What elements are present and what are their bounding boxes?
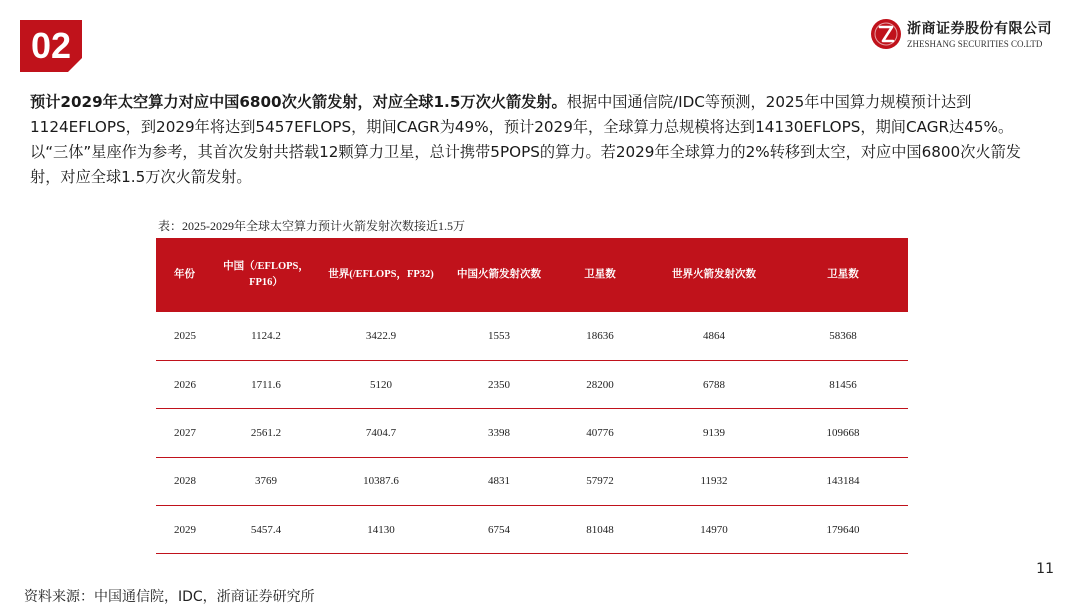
cell-china-compute: 3769 — [255, 475, 277, 488]
cell-world-satellites: 58368 — [829, 329, 857, 342]
cell-world-compute: 14130 — [367, 523, 395, 536]
table-row — [156, 457, 908, 505]
table-row — [156, 506, 908, 554]
cell-china-compute: 5457.4 — [250, 523, 282, 536]
col-header-world-satellites: 卫星数 — [827, 269, 859, 280]
intro-lead: 预计2029年太空算力对应中国6800次火箭发射，对应全球1.5万次火箭发射。 — [30, 93, 567, 111]
section-badge — [20, 20, 82, 72]
table-row — [156, 409, 908, 457]
cell-china-satellites: 81048 — [586, 523, 614, 536]
section-number: 02 — [30, 25, 72, 66]
col-header-china-satellites: 卫星数 — [584, 269, 616, 280]
cell-year: 2025 — [174, 329, 196, 342]
cell-year: 2029 — [174, 523, 196, 536]
table-row — [156, 360, 908, 408]
cell-world-compute: 7404.7 — [365, 426, 397, 439]
cell-china-compute: 1711.6 — [251, 378, 281, 391]
cell-world-launches: 4864 — [703, 329, 725, 342]
cell-world-launches: 14970 — [700, 523, 728, 536]
page-number: 11 — [1036, 561, 1054, 577]
cell-year: 2026 — [174, 378, 196, 391]
cell-world-launches: 9139 — [703, 426, 725, 439]
col-header-china-launches: 中国火箭发射次数 — [457, 269, 541, 280]
table-title: 表：2025-2029年全球太空算力预计火箭发射次数接近1.5万 — [158, 219, 465, 233]
cell-china-launches: 6754 — [488, 523, 510, 536]
col-header-china-compute: 中国（/EFLOPS，FP16） — [223, 261, 309, 288]
cell-year: 2028 — [174, 475, 196, 488]
rocket-launch-table — [156, 238, 908, 554]
cell-china-satellites: 40776 — [586, 426, 614, 439]
cell-china-launches: 1553 — [488, 329, 510, 342]
col-header-world-compute: 世界(/EFLOPS，FP32) — [328, 269, 434, 280]
logo-icon — [871, 19, 901, 49]
company-name-cn: 浙商证券股份有限公司 — [907, 21, 1052, 37]
intro-paragraph — [30, 90, 1050, 190]
company-logo — [871, 18, 1052, 49]
col-header-year: 年份 — [174, 269, 195, 280]
table-header-row — [156, 238, 908, 312]
cell-china-launches: 3398 — [488, 426, 510, 439]
cell-world-satellites: 143184 — [826, 475, 860, 488]
cell-china-launches: 4831 — [488, 475, 510, 488]
cell-world-launches: 6788 — [703, 378, 725, 391]
company-name-en: ZHESHANG SECURITIES CO.LTD — [907, 39, 1043, 49]
cell-world-satellites: 179640 — [826, 523, 860, 536]
cell-china-satellites: 57972 — [586, 475, 614, 488]
source-note: 资料来源：中国通信院，IDC，浙商证券研究所 — [24, 589, 315, 605]
table-row — [156, 312, 908, 360]
badge-corner-cut — [68, 58, 82, 72]
cell-world-compute: 10387.6 — [363, 475, 399, 488]
col-header-world-launches: 世界火箭发射次数 — [672, 269, 756, 280]
cell-world-satellites: 109668 — [826, 426, 860, 439]
cell-china-compute: 2561.2 — [250, 426, 282, 439]
cell-world-launches: 11932 — [700, 475, 728, 488]
cell-year: 2027 — [174, 426, 196, 439]
intro-body: 根据中国通信院/IDC等预测，2025年中国算力规模预计达到1124EFLOPS，到2029年将达到5457EFLOPS，期间CAGR为49%，预计2029年，全球算力总规模将达到14130EFLOPS，期间CAGR达45%。以“三体”星座作为参考，其首次发射共搭载12颗算力卫星，总计携带5POPS的算力。若2029年全球算力的2%转移到太空，对应中国6800次火箭发射，对应全球1.5万次火箭发射。 — [30, 93, 1021, 186]
cell-china-satellites: 18636 — [586, 329, 614, 342]
cell-china-compute: 1124.2 — [251, 329, 281, 342]
cell-world-compute: 3422.9 — [365, 329, 397, 342]
cell-china-launches: 2350 — [488, 378, 510, 391]
cell-world-satellites: 81456 — [829, 378, 857, 391]
cell-china-satellites: 28200 — [586, 378, 614, 391]
cell-world-compute: 5120 — [370, 378, 392, 391]
